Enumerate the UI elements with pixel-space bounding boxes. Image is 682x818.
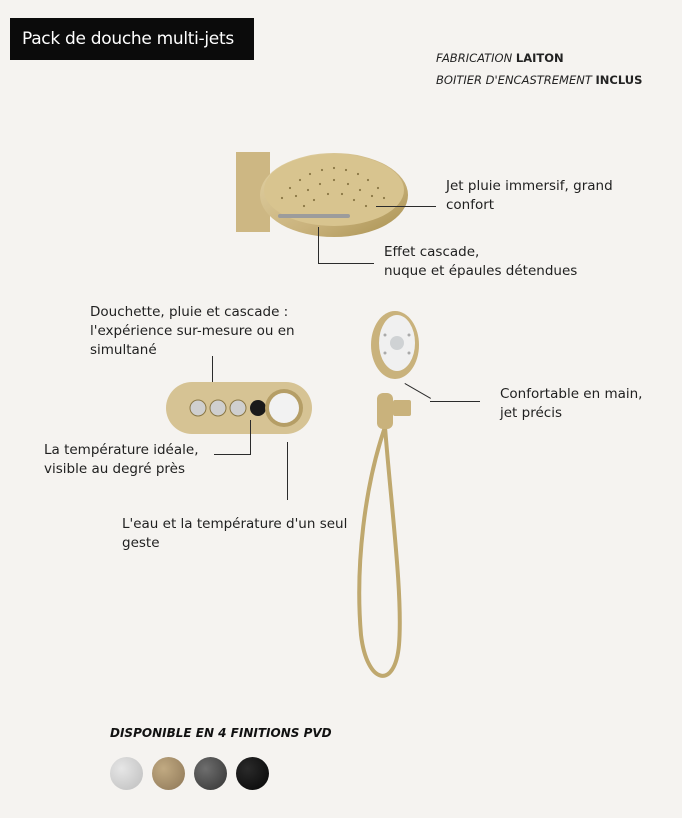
callout-line-cascade-h — [318, 263, 374, 264]
page-title — [10, 18, 254, 60]
callout-rain-line1: Jet pluie immersif, grand — [446, 178, 613, 194]
callout-cascade-line1: Effet cascade, — [384, 244, 480, 260]
page-title-text: Pack de douche multi-jets — [22, 29, 234, 49]
callout-douchette-line2: l'expérience sur-mesure ou en — [90, 323, 295, 339]
callout-rain — [446, 177, 613, 215]
finish-swatch-gunmetal[interactable] — [194, 757, 227, 790]
callout-temperature — [44, 441, 198, 479]
spec-box-label: BOITIER D'ENCASTREMENT — [436, 73, 596, 87]
callout-cascade — [384, 243, 577, 281]
spec-box-value: INCLUS — [595, 73, 643, 87]
callout-hand-line1: Confortable en main, — [500, 386, 643, 402]
callout-cascade-line2: nuque et épaules détendues — [384, 263, 578, 279]
finish-swatch-chrome[interactable] — [110, 757, 143, 790]
callout-temp-line1: La température idéale, — [44, 442, 199, 458]
callout-eau-line2: geste — [122, 535, 160, 551]
thermostatic-control-panel-image — [166, 378, 312, 440]
callout-hand — [500, 385, 642, 423]
finish-swatch-black[interactable] — [236, 757, 269, 790]
callout-douchette-line1: Douchette, pluie et cascade : — [90, 304, 289, 320]
rain-shower-head-image — [230, 140, 410, 250]
callout-douchette-line3: simultané — [90, 342, 157, 358]
callout-eau-line1: L'eau et la température d'un seul — [122, 516, 348, 532]
spec-material-label: FABRICATION — [436, 51, 516, 65]
callout-eau — [122, 515, 347, 553]
callout-line-hand-h — [430, 401, 480, 402]
callout-rain-line2: confort — [446, 197, 495, 213]
callout-hand-line2: jet précis — [500, 405, 562, 421]
finishes-title: DISPONIBLE EN 4 FINITIONS PVD — [110, 726, 332, 740]
hand-shower-image — [355, 305, 445, 695]
callout-line-temp-v — [250, 420, 251, 454]
spec-material-value: LAITON — [515, 51, 564, 65]
callout-line-rain — [376, 206, 436, 207]
finish-swatch-brushed-gold[interactable] — [152, 757, 185, 790]
callout-line-temp-h — [214, 454, 251, 455]
callout-temp-line2: visible au degré près — [44, 461, 186, 477]
spec-box — [436, 73, 642, 87]
callout-line-cascade-v — [318, 227, 319, 263]
spec-material — [436, 51, 564, 65]
callout-douchette — [90, 303, 295, 360]
callout-line-eau — [287, 442, 288, 500]
